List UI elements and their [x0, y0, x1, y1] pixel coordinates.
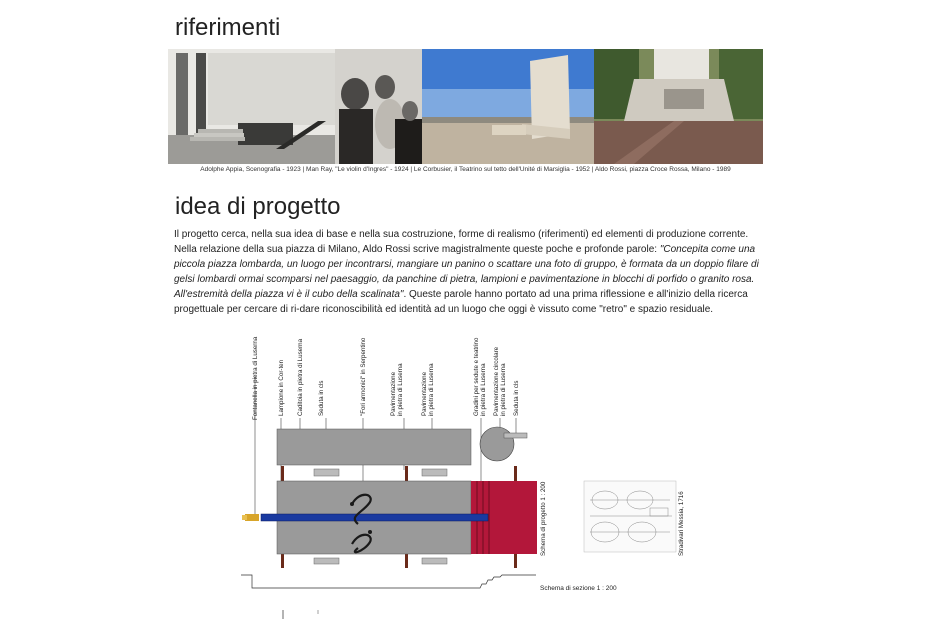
label-seduta-2: Seduta in cls	[513, 380, 520, 416]
description-quote: "Concepita come una piccola piazza lombarda, un luogo per incontrarsi, mangiare un panino o scattare una foto di gruppo, è formata da un doppio filare di gelsi lombardi ormai scomparsi nel paesaggio, da panchine di pietra, lampioni e pavimentazione in blocchi di porfido o granito rosa. All'estremità della piazza vi è il cubo della scalinata"	[174, 243, 759, 300]
label-gradini-b: in pietra di Luserna	[480, 363, 487, 416]
label-lampione: Lampione in Cor-ten	[278, 359, 285, 416]
seat-block	[314, 469, 339, 476]
seat-block	[314, 558, 339, 564]
stradivari-label: Stradivari Messia, 1716	[678, 491, 685, 556]
water-channel	[261, 514, 488, 521]
upper-paving-block	[277, 429, 471, 465]
label-pavimentazione-1a: Pavimentazione	[390, 371, 397, 416]
description-conclusion: . Queste parole hanno portato ad una prima riflessione e all'inizio della ricerca progettuale per cercare di ri-dare riconoscibilità ed identità ad un luogo che oggi è vissuto come "retro" e spazio residuale.	[174, 288, 748, 315]
label-gradini-a: Gradini per sedute e teatrino	[473, 337, 480, 416]
label-fontanella: Fontanella in pietra di Luserna	[252, 336, 259, 420]
label-caditoia: Caditoia in pietra di Luserna	[297, 338, 304, 416]
label-pavimentazione-2a: Pavimentazione	[421, 371, 428, 416]
label-pavimentazione-1b: in pietra di Luserna	[397, 363, 404, 416]
section-title-riferimenti: riferimenti	[175, 14, 281, 41]
label-seduta: Seduta in cls	[318, 380, 325, 416]
section-profile	[241, 575, 536, 588]
circular-paving	[480, 427, 514, 461]
references-caption: Adolphe Appia, Scenografia - 1923 | Man Ray, "Le violin d'Ingres" - 1924 | Le Corbusier, il Teatrino sul tetto dell'Unité di Marsiglia - 1952 | Aldo Rossi, piazza Croce Rossa, Milano - 1989	[200, 166, 731, 173]
seat-block	[422, 469, 447, 476]
label-fori-armonici: "Fori armonici" in Serpentino	[360, 337, 367, 416]
label-pav-circolare-a: Pavimentazione circolare	[493, 346, 500, 416]
label-pavimentazione-2b: in pietra di Luserna	[428, 363, 435, 416]
schema-progetto-label: Schema di progetto 1 : 200	[540, 481, 547, 556]
label-pav-circolare-b: in pietra di Luserna	[500, 363, 507, 416]
section-title-idea: idea di progetto	[175, 193, 341, 220]
seat-block	[422, 558, 447, 564]
violin-drawing	[584, 481, 676, 552]
schema-sezione-label: Schema di sezione 1 : 200	[540, 585, 617, 592]
fountain	[245, 514, 259, 521]
seat-block-circle	[504, 433, 527, 438]
description-intro: Il progetto cerca, nella sua idea di base e nella sua costruzione, forme di realismo (riferimenti) ed elementi di produzione corrente. Nella relazione della sua piazza di Milano, Aldo Rossi scrive magistralmente queste poche e profonde parole:	[174, 229, 749, 255]
